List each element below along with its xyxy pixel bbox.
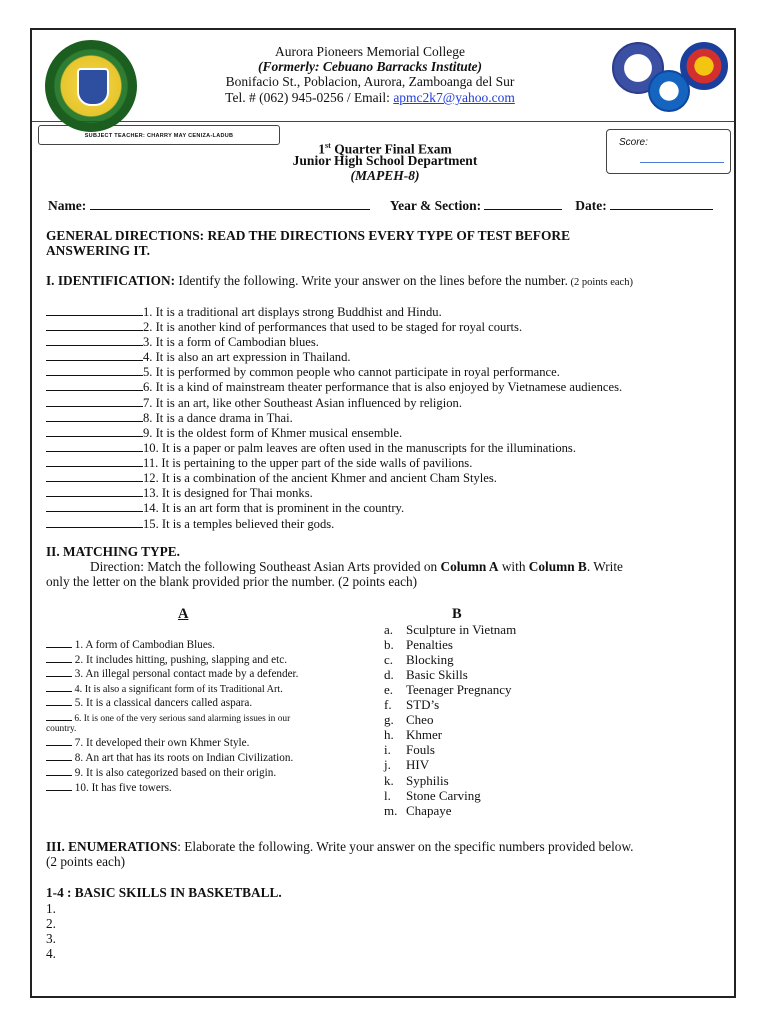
- name-label: Name:: [48, 198, 87, 213]
- column-a-item: 4. It is also a significant form of its Traditional Art.: [46, 681, 283, 697]
- enumeration-answer-2[interactable]: 2.: [46, 916, 56, 931]
- answer-blank[interactable]: [46, 409, 143, 422]
- match-blank[interactable]: [46, 652, 72, 663]
- identification-item: 14. It is an art form that is prominent in the country.: [46, 499, 404, 516]
- match-blank[interactable]: [46, 780, 72, 791]
- match-blank[interactable]: [46, 710, 72, 721]
- match-blank[interactable]: [46, 695, 72, 706]
- enumeration-instruction: : Elaborate the following. Write your answer on the specific numbers provided below.: [177, 839, 634, 854]
- identification-instruction: Identify the following. Write your answer on the lines before the number.: [175, 273, 568, 288]
- identification-heading: I. IDENTIFICATION:: [46, 273, 176, 288]
- answer-blank[interactable]: [46, 439, 143, 452]
- column-a-item: 2. It includes hitting, pushing, slapping and etc.: [46, 652, 287, 667]
- column-b-item: a. Sculpture in Vietnam: [384, 622, 517, 637]
- matching-heading: II. MATCHING TYPE.: [46, 544, 180, 559]
- match-blank[interactable]: [46, 637, 72, 648]
- date-label: Date:: [575, 198, 607, 213]
- identification-item: 1. It is a traditional art displays strong Buddhist and Hindu.: [46, 303, 442, 320]
- identification-item: 9. It is the oldest form of Khmer musical ensemble.: [46, 424, 402, 441]
- column-b-item: h. Khmer: [384, 727, 443, 742]
- answer-blank[interactable]: [46, 424, 143, 437]
- enumeration-subheading: 1-4 : BASIC SKILLS IN BASKETBALL.: [46, 885, 282, 900]
- header-divider: [32, 121, 734, 122]
- general-directions-line2: ANSWERING IT.: [46, 243, 150, 258]
- enumeration-header: [46, 839, 634, 854]
- identification-item: 15. It is a temples believed their gods.: [46, 515, 334, 532]
- enumeration-answer-3[interactable]: 3.: [46, 931, 56, 946]
- column-a-ref: Column A: [440, 559, 499, 574]
- identification-item: 7. It is an art, like other Southeast Asian influenced by religion.: [46, 394, 462, 411]
- answer-blank[interactable]: [46, 378, 143, 391]
- enumeration-answer-4[interactable]: 4.: [46, 946, 56, 961]
- column-b-item: f. STD’s: [384, 697, 440, 712]
- match-blank[interactable]: [46, 666, 72, 677]
- column-b-item: b. Penalties: [384, 637, 453, 652]
- answer-blank[interactable]: [46, 333, 143, 346]
- column-a-heading: A: [178, 606, 189, 622]
- exam-subject: (MAPEH-8): [350, 168, 420, 183]
- score-blank[interactable]: [640, 162, 724, 163]
- column-a-item: 1. A form of Cambodian Blues.: [46, 637, 215, 652]
- match-blank[interactable]: [46, 765, 72, 776]
- column-b-item: g. Cheo: [384, 712, 434, 727]
- column-a-item: 7. It developed their own Khmer Style.: [46, 735, 249, 750]
- date-field[interactable]: [610, 198, 713, 210]
- column-b-heading: B: [452, 606, 462, 622]
- column-b-item: m. Chapaye: [384, 803, 452, 818]
- quarter-number: 1: [318, 141, 326, 157]
- identification-item: 11. It is pertaining to the upper part of the side walls of pavilions.: [46, 454, 472, 471]
- identification-item: 6. It is a kind of mainstream theater performance that is also enjoyed by Vietnamese audiences.: [46, 378, 622, 395]
- quarter-suffix: st: [325, 141, 331, 150]
- column-a-item: 3. An illegal personal contact made by a defender.: [46, 666, 298, 681]
- column-b-item: c. Blocking: [384, 652, 454, 667]
- matching-direction: Direction: Match the following Southeast Asian Arts provided on Column A with Column B. Write: [90, 559, 623, 574]
- enumeration-answer-1[interactable]: 1.: [46, 901, 56, 916]
- column-a-item: 9. It is also categorized based on their origin.: [46, 765, 276, 780]
- column-a-item: 6. It is one of the very serious sand alarming issues in our: [46, 710, 290, 726]
- answer-blank[interactable]: [46, 363, 143, 376]
- match-blank[interactable]: [46, 750, 72, 761]
- score-label: Score:: [619, 137, 648, 148]
- column-b-item: i. Fouls: [384, 742, 435, 757]
- identification-item: 13. It is designed for Thai monks.: [46, 484, 313, 501]
- year-section-field[interactable]: [484, 198, 562, 210]
- identification-item: 3. It is a form of Cambodian blues.: [46, 333, 319, 350]
- column-b-item: e. Teenager Pregnancy: [384, 682, 512, 697]
- identification-item: 10. It is a paper or palm leaves are often used in the manuscripts for the illuminations.: [46, 439, 576, 456]
- year-section-label: Year & Section:: [389, 198, 482, 213]
- answer-blank[interactable]: [46, 484, 143, 497]
- answer-blank[interactable]: [46, 469, 143, 482]
- column-a-item: 5. It is a classical dancers called aspara.: [46, 695, 252, 710]
- identification-item: 5. It is performed by common people who cannot participate in royal performance.: [46, 363, 560, 380]
- school-seal-logo: [45, 40, 137, 132]
- identification-header: [46, 273, 633, 290]
- column-b-ref: Column B: [528, 559, 587, 574]
- enumeration-heading: III. ENUMERATIONS: [46, 839, 178, 854]
- answer-blank[interactable]: [46, 348, 143, 361]
- answer-blank[interactable]: [46, 499, 143, 512]
- answer-blank[interactable]: [46, 515, 143, 528]
- identification-item: 4. It is also an art expression in Thailand.: [46, 348, 351, 365]
- column-a-item-continued: country.: [46, 724, 77, 734]
- school-contact: [150, 90, 590, 106]
- school-email-link[interactable]: apmc2k7@yahoo.com: [393, 90, 515, 105]
- column-a-item: 10. It has five towers.: [46, 780, 172, 795]
- name-field[interactable]: [90, 198, 370, 210]
- column-b-item: j. HIV: [384, 757, 430, 772]
- identification-item: 12. It is a combination of the ancient Khmer and ancient Cham Styles.: [46, 469, 497, 486]
- column-b-item: l. Stone Carving: [384, 788, 481, 803]
- school-tel: Tel. # (062) 945-0256 / Email:: [225, 90, 390, 105]
- identification-item: 2. It is another kind of performances that used to be staged for royal courts.: [46, 318, 522, 335]
- enumeration-points: (2 points each): [46, 854, 126, 869]
- school-address: Bonifacio St., Poblacion, Aurora, Zamboanga del Sur: [225, 74, 515, 89]
- match-blank[interactable]: [46, 681, 72, 692]
- column-b-item: d. Basic Skills: [384, 667, 468, 682]
- answer-blank[interactable]: [46, 394, 143, 407]
- match-blank[interactable]: [46, 735, 72, 746]
- column-b-item: k. Syphilis: [384, 773, 449, 788]
- school-name: Aurora Pioneers Memorial College: [274, 44, 466, 59]
- answer-blank[interactable]: [46, 303, 143, 316]
- tesda-seal-logo: [648, 70, 690, 112]
- identification-item: 8. It is a dance drama in Thai.: [46, 409, 293, 426]
- general-directions-line1: GENERAL DIRECTIONS: READ THE DIRECTIONS EVERY TYPE OF TEST BEFORE: [46, 228, 570, 243]
- student-info-row: [48, 198, 728, 214]
- identification-points: (2 points each): [567, 277, 633, 288]
- exam-department: Junior High School Department: [292, 153, 478, 168]
- answer-blank[interactable]: [46, 318, 143, 331]
- quarter-label: Quarter Final Exam: [330, 141, 452, 157]
- column-a-item: 8. An art that has its roots on Indian Civilization.: [46, 750, 293, 765]
- matching-direction-line2: only the letter on the blank provided prior the number. (2 points each): [46, 574, 418, 589]
- score-box: [606, 129, 731, 174]
- school-formerly: (Formerly: Cebuano Barracks Institute): [258, 59, 482, 74]
- answer-blank[interactable]: [46, 454, 143, 467]
- subject-teacher-box: SUBJECT TEACHER: CHARRY MAY CENIZA-LADUB: [38, 125, 280, 145]
